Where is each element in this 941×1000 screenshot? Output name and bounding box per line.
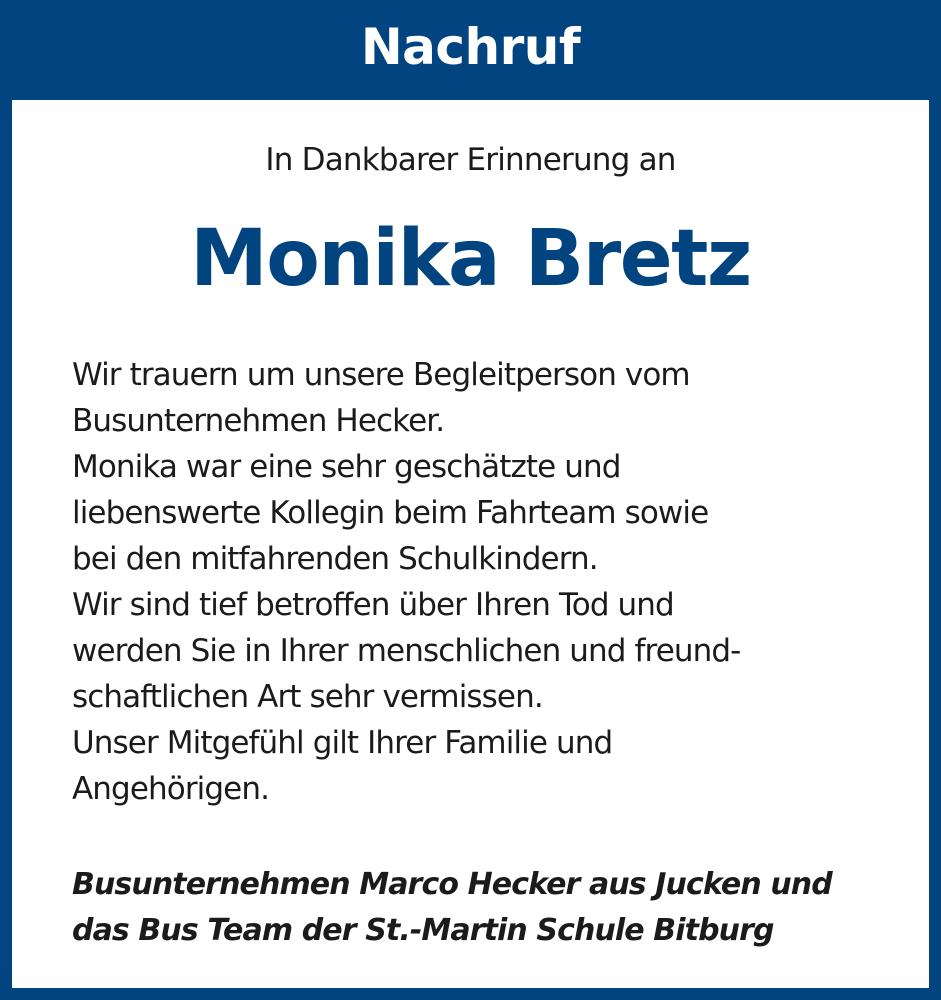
- body-line: Unser Mitgefühl gilt Ihrer Familie und: [72, 725, 613, 761]
- body-line: bei den mitfahrenden Schulkindern.: [72, 541, 598, 577]
- body-line: Busunternehmen Hecker.: [72, 403, 445, 439]
- signature: [72, 862, 912, 954]
- header-banner: [0, 0, 941, 100]
- body-line: Wir trauern um unsere Begleitperson vom: [72, 357, 690, 393]
- deceased-name: Monika Bretz: [190, 214, 751, 304]
- header-title: Nachruf: [360, 18, 581, 76]
- obituary-body: [72, 352, 892, 812]
- body-line: werden Sie in Ihrer menschlichen und freund-: [72, 633, 741, 669]
- body-line: schaftlichen Art sehr vermissen.: [72, 679, 543, 715]
- body-line: Wir sind tief betroffen über Ihren Tod und: [72, 587, 674, 623]
- body-line: Monika war eine sehr geschätzte und: [72, 449, 621, 485]
- body-line: liebenswerte Kollegin beim Fahrteam sowie: [72, 495, 709, 531]
- body-line: Angehörigen.: [72, 771, 270, 807]
- signature-line: das Bus Team der St.-Martin Schule Bitburg: [72, 913, 774, 948]
- intro-text: In Dankbarer Erinnerung an: [265, 142, 676, 178]
- signature-line: Busunternehmen Marco Hecker aus Jucken und: [72, 867, 832, 902]
